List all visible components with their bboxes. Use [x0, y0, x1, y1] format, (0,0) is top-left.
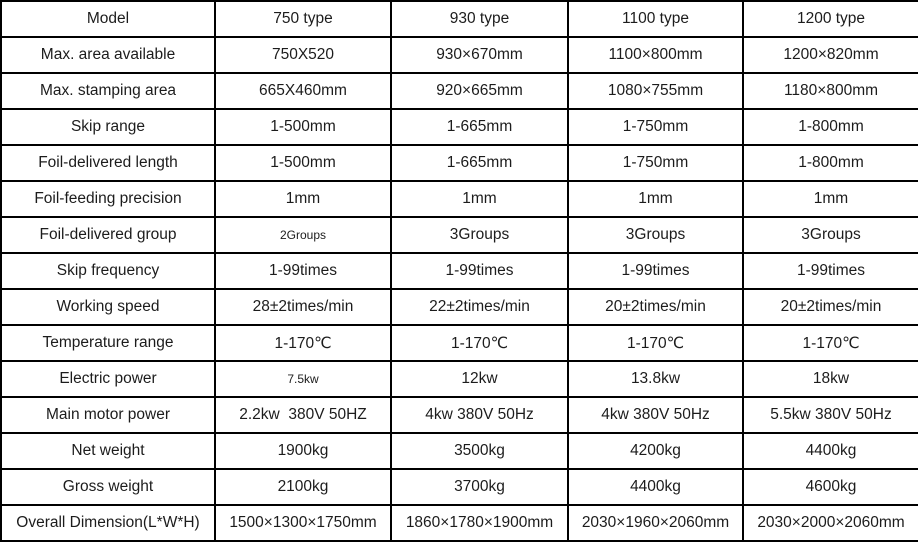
spec-value: 1-170℃ — [568, 325, 743, 361]
spec-value: 12kw — [391, 361, 568, 397]
spec-value: 3Groups — [743, 217, 918, 253]
table-row — [1, 73, 918, 109]
spec-value: 2030×1960×2060mm — [568, 505, 743, 541]
row-label: Foil-delivered length — [1, 145, 215, 181]
spec-value: 1mm — [568, 181, 743, 217]
spec-value: 1-665mm — [391, 145, 568, 181]
row-label: Working speed — [1, 289, 215, 325]
spec-value: 28±2times/min — [215, 289, 391, 325]
spec-value: 4400kg — [743, 433, 918, 469]
table-row — [1, 109, 918, 145]
table-row — [1, 469, 918, 505]
spec-value: 5.5kw 380V 50Hz — [743, 397, 918, 433]
row-label: Main motor power — [1, 397, 215, 433]
spec-value: 1-170℃ — [743, 325, 918, 361]
row-label: Foil-delivered group — [1, 217, 215, 253]
spec-value: 13.8kw — [568, 361, 743, 397]
column-header: 930 type — [391, 1, 568, 37]
spec-value: 1mm — [215, 181, 391, 217]
spec-value: 1mm — [391, 181, 568, 217]
spec-value: 1900kg — [215, 433, 391, 469]
spec-value: 2.2kw 380V 50HZ — [215, 397, 391, 433]
spec-value: 1080×755mm — [568, 73, 743, 109]
table-row — [1, 505, 918, 541]
row-label: Electric power — [1, 361, 215, 397]
header-row — [1, 1, 918, 37]
spec-value: 4200kg — [568, 433, 743, 469]
spec-value: 3Groups — [568, 217, 743, 253]
spec-value: 1-99times — [743, 253, 918, 289]
column-header: 1200 type — [743, 1, 918, 37]
spec-value: 1-500mm — [215, 145, 391, 181]
table-row — [1, 397, 918, 433]
column-header: 750 type — [215, 1, 391, 37]
row-label: Overall Dimension(L*W*H) — [1, 505, 215, 541]
table-row — [1, 181, 918, 217]
model-header-cell: Model — [1, 1, 215, 37]
spec-value: 665X460mm — [215, 73, 391, 109]
row-label: Max. area available — [1, 37, 215, 73]
spec-value: 1100×800mm — [568, 37, 743, 73]
spec-value: 1-170℃ — [391, 325, 568, 361]
row-label: Skip range — [1, 109, 215, 145]
row-label: Net weight — [1, 433, 215, 469]
spec-value: 1-750mm — [568, 145, 743, 181]
spec-value: 1500×1300×1750mm — [215, 505, 391, 541]
spec-value: 3700kg — [391, 469, 568, 505]
spec-value: 20±2times/min — [743, 289, 918, 325]
spec-value: 18kw — [743, 361, 918, 397]
spec-value: 20±2times/min — [568, 289, 743, 325]
spec-value: 22±2times/min — [391, 289, 568, 325]
spec-value: 1860×1780×1900mm — [391, 505, 568, 541]
row-label: Max. stamping area — [1, 73, 215, 109]
row-label: Temperature range — [1, 325, 215, 361]
spec-value: 930×670mm — [391, 37, 568, 73]
spec-value: 1-800mm — [743, 109, 918, 145]
spec-value: 1-99times — [391, 253, 568, 289]
table-row — [1, 289, 918, 325]
table-row — [1, 37, 918, 73]
spec-value: 4kw 380V 50Hz — [391, 397, 568, 433]
column-header: 1100 type — [568, 1, 743, 37]
spec-value: 1-750mm — [568, 109, 743, 145]
spec-value: 1-665mm — [391, 109, 568, 145]
spec-value: 750X520 — [215, 37, 391, 73]
row-label: Skip frequency — [1, 253, 215, 289]
spec-value: 1-800mm — [743, 145, 918, 181]
table-row — [1, 433, 918, 469]
table-row — [1, 361, 918, 397]
row-label: Foil-feeding precision — [1, 181, 215, 217]
spec-value: 3Groups — [391, 217, 568, 253]
spec-value: 920×665mm — [391, 73, 568, 109]
spec-value: 1mm — [743, 181, 918, 217]
spec-value: 1-170℃ — [215, 325, 391, 361]
spec-table-body — [1, 37, 918, 541]
spec-value: 1200×820mm — [743, 37, 918, 73]
spec-value: 7.5kw — [215, 361, 391, 397]
table-row — [1, 217, 918, 253]
spec-value: 1180×800mm — [743, 73, 918, 109]
table-row — [1, 145, 918, 181]
spec-value: 2Groups — [215, 217, 391, 253]
table-row — [1, 325, 918, 361]
row-label: Gross weight — [1, 469, 215, 505]
spec-value: 4kw 380V 50Hz — [568, 397, 743, 433]
spec-value: 2100kg — [215, 469, 391, 505]
spec-value: 3500kg — [391, 433, 568, 469]
spec-value: 1-99times — [215, 253, 391, 289]
spec-value: 2030×2000×2060mm — [743, 505, 918, 541]
spec-value: 4400kg — [568, 469, 743, 505]
table-row — [1, 253, 918, 289]
spec-value: 1-500mm — [215, 109, 391, 145]
spec-value: 1-99times — [568, 253, 743, 289]
spec-value: 4600kg — [743, 469, 918, 505]
